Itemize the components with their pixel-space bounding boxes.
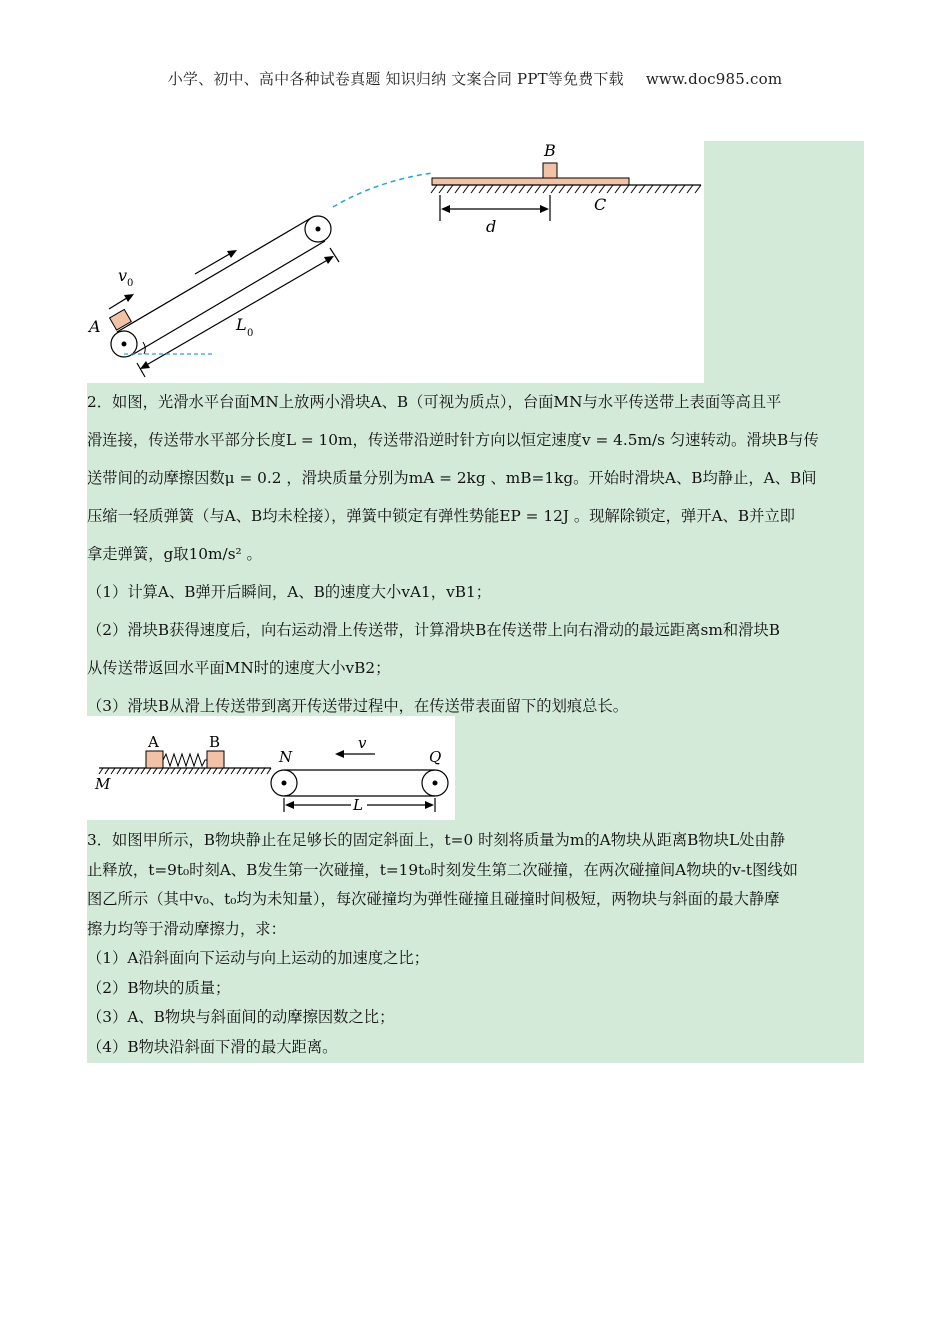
q2-line-3: 送带间的动摩擦因数μ = 0.2 ，滑块质量分别为mA = 2kg 、mB=1kg。开始时滑块A、B均静止，A、B间 bbox=[87, 469, 817, 487]
pulley-q-axle bbox=[433, 781, 438, 786]
figure-2-drawing bbox=[87, 716, 455, 820]
question-2 bbox=[87, 383, 864, 725]
label-v-sub: 0 bbox=[127, 278, 134, 289]
d-arrowhead-left bbox=[441, 205, 450, 213]
figure-2 bbox=[87, 716, 455, 820]
table-hatching bbox=[99, 768, 271, 774]
q2-line-5: 拿走弹簧，g取10m/s² 。 bbox=[87, 545, 262, 563]
trajectory-dashed-line bbox=[333, 173, 432, 207]
lower-pulley-axle bbox=[122, 342, 127, 347]
label-l-sub: 0 bbox=[247, 328, 254, 339]
q3-subquestion-4: （4）B物块沿斜面下滑的最大距离。 bbox=[87, 1037, 338, 1056]
q3-subquestion-2: （2）B物块的质量； bbox=[87, 978, 231, 997]
block-a bbox=[146, 751, 163, 768]
q2-line-1: 2．如图，光滑水平台面MN上放两小滑块A、B（可视为质点），台面MN与水平传送带上表面等高且平 bbox=[87, 393, 782, 411]
label-q: Q bbox=[429, 748, 442, 766]
label-n: N bbox=[279, 748, 293, 766]
label-m: M bbox=[95, 775, 111, 793]
belt-upper-line bbox=[117, 218, 311, 332]
q2-line-4: 压缩一轻质弹簧（与A、B均未栓接），弹簧中锁定有弹性势能EP = 12J 。现解除锁定，弹开A、B并立即 bbox=[87, 507, 795, 525]
label-v: v bbox=[118, 266, 128, 285]
figure-1 bbox=[87, 141, 704, 383]
l0-arrowhead-top bbox=[324, 256, 334, 264]
d-arrowhead-right bbox=[540, 205, 549, 213]
belt-direction-arrow bbox=[195, 252, 233, 274]
q3-line-2: 止释放，t=9t₀时刻A、B发生第一次碰撞，t=19t₀时刻发生第二次碰撞，在两次碰撞间A物块的v-t图线如 bbox=[87, 860, 798, 879]
header-text: 小学、初中、高中各种试卷真题 知识归纳 文案合同 PPT等免费下载 bbox=[167, 70, 624, 88]
label-d: d bbox=[486, 217, 497, 236]
q2-subquestion-3: （3）滑块B从滑上传送带到离开传送带过程中，在传送带表面留下的划痕总长。 bbox=[87, 697, 629, 715]
label-l: L bbox=[236, 315, 247, 334]
q2-line-2: 滑连接，传送带水平部分长度L = 10m，传送带沿逆时针方向以恒定速度v = 4.5m/s 匀速转动。滑块B与传 bbox=[87, 431, 819, 449]
label-l: L bbox=[353, 796, 363, 814]
belt-velocity-arrowhead bbox=[335, 750, 344, 758]
pulley-n-axle bbox=[282, 781, 287, 786]
q3-line-1: 3．如图甲所示，B物块静止在足够长的固定斜面上，t=0 时刻将质量为m的A物块从距离B物块L处由静 bbox=[87, 831, 786, 849]
block-a bbox=[110, 309, 132, 330]
label-c: C bbox=[594, 195, 607, 214]
header-url: www.doc985.com bbox=[645, 70, 783, 88]
q2-subquestion-2a: （2）滑块B获得速度后，向右运动滑上传送带，计算滑块B在传送带上向右滑动的最远距离sm和滑块B bbox=[87, 621, 780, 639]
spring bbox=[163, 754, 207, 766]
l0-tick-top bbox=[330, 248, 339, 262]
q2-subquestion-2b: 从传送带返回水平面MN时的速度大小vB2； bbox=[87, 659, 391, 677]
block-b bbox=[207, 751, 224, 768]
label-b: B bbox=[209, 733, 221, 751]
board-c bbox=[432, 178, 629, 185]
label-v: v bbox=[358, 734, 367, 752]
v0-arrowhead bbox=[124, 294, 134, 302]
block-b bbox=[543, 163, 557, 178]
q2-subquestion-1: （1）计算A、B弹开后瞬间，A、B的速度大小vA1，vB1； bbox=[87, 583, 491, 601]
belt-lower-line bbox=[132, 241, 325, 355]
l-arrowhead-left bbox=[285, 801, 294, 809]
page-header bbox=[0, 68, 950, 89]
label-a: A bbox=[148, 733, 159, 751]
l-arrowhead-right bbox=[425, 801, 434, 809]
q3-subquestion-3: （3）A、B物块与斜面间的动摩擦因数之比； bbox=[87, 1008, 395, 1026]
upper-pulley-axle bbox=[316, 227, 321, 232]
q3-subquestion-1: （1）A沿斜面向下运动与向上运动的加速度之比； bbox=[87, 949, 430, 967]
question-3 bbox=[87, 826, 864, 1062]
figure-1-drawing bbox=[87, 141, 704, 383]
q3-line-4: 擦力均等于滑动摩擦力，求： bbox=[87, 919, 286, 938]
highlight-band-figure2 bbox=[455, 716, 864, 820]
l0-dimension-line bbox=[143, 258, 331, 367]
ground-hatching bbox=[431, 185, 701, 193]
l0-arrowhead-bottom bbox=[140, 361, 150, 369]
label-a: A bbox=[89, 317, 101, 336]
q3-line-3: 图乙所示（其中v₀、t₀均为未知量），每次碰撞均为弹性碰撞且碰撞时间极短，两物块与斜面的最大静摩 bbox=[87, 890, 780, 908]
label-b: B bbox=[544, 141, 556, 160]
